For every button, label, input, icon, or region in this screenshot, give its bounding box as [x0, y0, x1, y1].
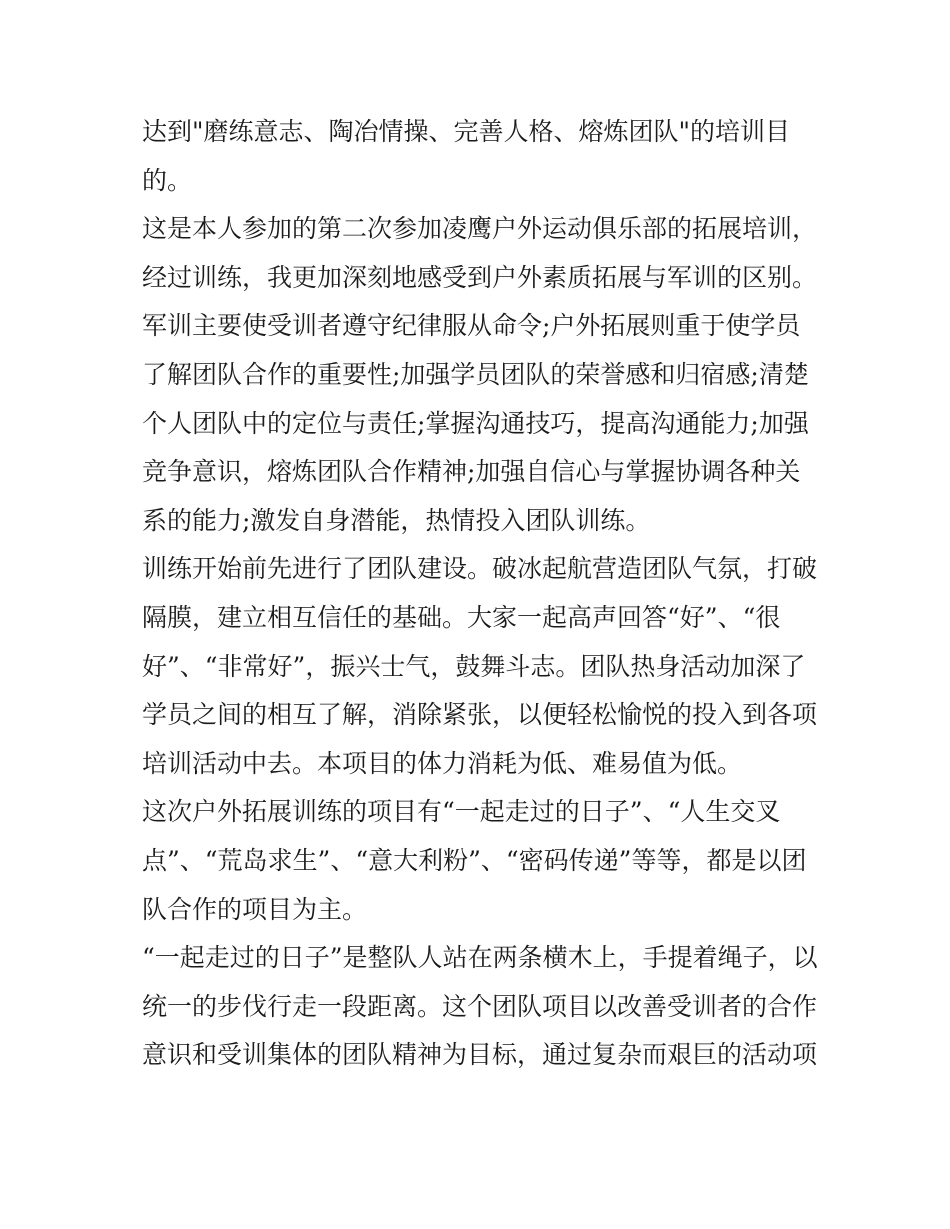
text-line: 系的能力;激发自身潜能，热情投入团队训练。 [142, 505, 651, 535]
text-line: 好”、“非常好”，振兴士气，鼓舞斗志。团队热身活动加深了 [142, 651, 806, 681]
text-line: 点”、“荒岛求生”、“意大利粉”、“密码传递”等等，都是以团 [142, 845, 807, 875]
text-line: 军训主要使受训者遵守纪律服从命令;户外拓展则重于使学员 [142, 311, 801, 341]
text-line: 的。 [142, 165, 193, 195]
text-line: 这是本人参加的第二次参加凌鹰户外运动俱乐部的拓展培训， [142, 214, 818, 244]
text-line: 培训活动中去。本项目的体力消耗为低、难易值为低。 [142, 748, 743, 778]
text-line: 隔膜，建立相互信任的基础。大家一起高声回答“好”、“很 [142, 602, 781, 632]
text-line: 统一的步伐行走一段距离。这个团队项目以改善受训者的合作 [142, 991, 818, 1021]
text-line: 经过训练，我更加深刻地感受到户外素质拓展与军训的区别。 [142, 262, 818, 292]
text-line: 这次户外拓展训练的项目有“一起走过的日子”、“人生交叉 [142, 797, 781, 827]
text-line: 了解团队合作的重要性;加强学员团队的荣誉感和归宿感;清楚 [142, 359, 809, 389]
text-line: 学员之间的相互了解，消除紧张，以便轻松愉悦的投入到各项 [142, 700, 818, 730]
text-line: 个人团队中的定位与责任;掌握沟通技巧，提高沟通能力;加强 [142, 408, 809, 438]
text-line: 训练开始前先进行了团队建设。破冰起航营造团队气氛，打破 [142, 554, 818, 584]
text-line: 队合作的项目为主。 [142, 894, 368, 924]
text-line: 意识和受训集体的团队精神为目标，通过复杂而艰巨的活动项 [142, 1040, 818, 1070]
document-body [142, 108, 822, 1080]
text-line: 达到"磨练意志、陶冶情操、完善人格、熔炼团队"的培训目 [142, 117, 791, 146]
text-line: 竞争意识，熔炼团队合作精神;加强自信心与掌握协调各种关 [142, 457, 801, 487]
text-line: “一起走过的日子”是整队人站在两条横木上，手提着绳子，以 [142, 943, 818, 973]
